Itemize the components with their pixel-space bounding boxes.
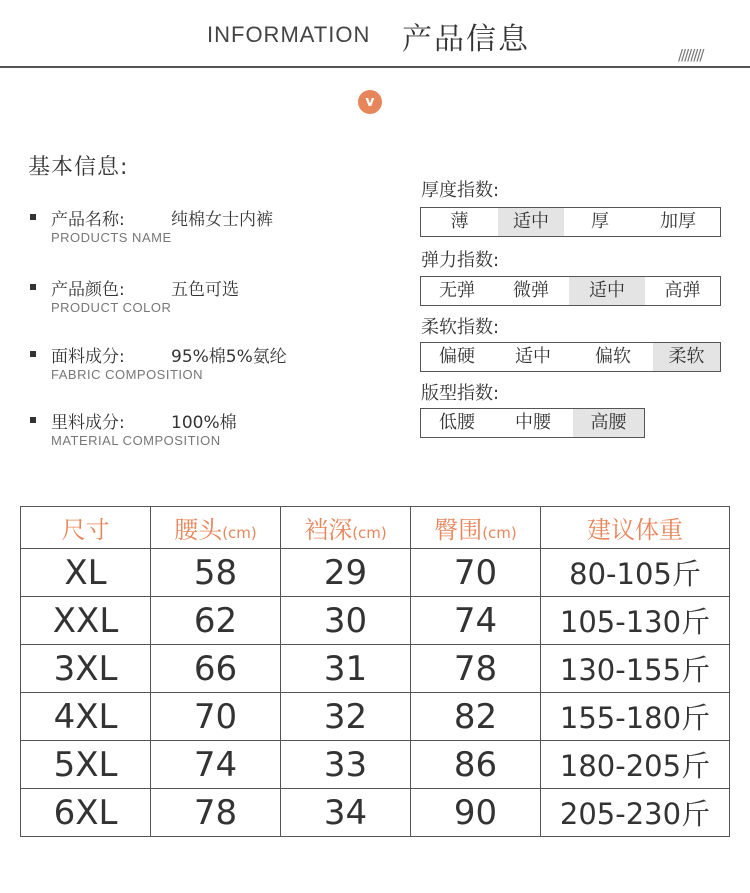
info-value: 100%棉 (171, 413, 237, 433)
index-option: 偏硬 (439, 346, 475, 367)
header-label: 建议体重 (587, 516, 683, 544)
elasticity-index-title: 弹力指数: (421, 250, 500, 271)
bullet-icon (30, 214, 36, 220)
index-option-selected: 适中 (569, 277, 645, 305)
info-label: 面料成分: (51, 347, 125, 367)
index-option: 无弹 (439, 280, 475, 301)
cell-rise: 31 (281, 645, 411, 693)
info-label-en: MATERIAL COMPOSITION (51, 433, 221, 448)
softness-index-title: 柔软指数: (421, 317, 500, 338)
header-label: 尺寸 (61, 516, 110, 544)
index-option-selected: 柔软 (653, 343, 720, 371)
cell-waist: 70 (151, 693, 281, 741)
header-title-en: INFORMATION (207, 22, 371, 47)
basic-info-title: 基本信息: (28, 155, 129, 180)
header-unit: (cm) (222, 524, 257, 542)
index-option: 加厚 (660, 211, 696, 232)
info-label-en: PRODUCT COLOR (51, 300, 172, 315)
cell-weight: 155-180斤 (541, 693, 730, 741)
index-option: 中腰 (515, 412, 551, 433)
cell-waist: 66 (151, 645, 281, 693)
cell-rise: 33 (281, 741, 411, 789)
cell-waist: 78 (151, 789, 281, 837)
cell-waist: 62 (151, 597, 281, 645)
header-unit: (cm) (352, 524, 387, 542)
info-value: 五色可选 (171, 280, 239, 300)
cell-hip: 74 (411, 597, 541, 645)
index-option: 微弹 (513, 280, 549, 301)
header-label: 臀围 (434, 516, 483, 544)
chevron-down-icon: v (358, 90, 382, 114)
header-hip (411, 507, 541, 549)
cell-weight: 205-230斤 (541, 789, 730, 837)
cell-weight: 105-130斤 (541, 597, 730, 645)
info-value: 95%棉5%氨纶 (171, 347, 287, 367)
cell-hip: 90 (411, 789, 541, 837)
table-header-row (21, 507, 730, 549)
cell-waist: 74 (151, 741, 281, 789)
header-rise (281, 507, 411, 549)
header-size (21, 507, 151, 549)
thickness-index-scale (420, 207, 721, 237)
cell-hip: 70 (411, 549, 541, 597)
softness-index-scale (420, 342, 721, 372)
cell-size: XXL (21, 597, 151, 645)
index-option-selected: 适中 (498, 208, 564, 236)
table-row (21, 741, 730, 789)
table-row (21, 549, 730, 597)
fit-index-scale (420, 408, 645, 438)
size-table (20, 506, 730, 837)
cell-rise: 30 (281, 597, 411, 645)
header-unit: (cm) (482, 524, 517, 542)
info-label-en: PRODUCTS NAME (51, 230, 172, 245)
header-waist (151, 507, 281, 549)
cell-size: 6XL (21, 789, 151, 837)
index-option: 偏软 (595, 346, 631, 367)
cell-size: 4XL (21, 693, 151, 741)
cell-size: XL (21, 549, 151, 597)
cell-weight: 80-105斤 (541, 549, 730, 597)
elasticity-index-scale (420, 276, 721, 306)
cell-rise: 32 (281, 693, 411, 741)
table-row (21, 789, 730, 837)
header-title-cn: 产品信息 (402, 22, 530, 57)
cell-hip: 78 (411, 645, 541, 693)
cell-weight: 130-155斤 (541, 645, 730, 693)
info-label: 产品名称: (51, 210, 125, 230)
header-weight (541, 507, 730, 549)
index-option: 厚 (591, 211, 609, 232)
bullet-icon (30, 284, 36, 290)
cell-weight: 180-205斤 (541, 741, 730, 789)
decorative-hatch: //////// (678, 46, 703, 64)
index-option-selected: 高腰 (573, 409, 644, 437)
header-label: 裆深 (304, 516, 353, 544)
thickness-index-title: 厚度指数: (421, 180, 500, 201)
table-row (21, 693, 730, 741)
fit-index-title: 版型指数: (421, 383, 500, 404)
header-divider (0, 66, 750, 68)
table-row (21, 597, 730, 645)
info-label: 产品颜色: (51, 280, 125, 300)
bullet-icon (30, 417, 36, 423)
bullet-icon (30, 351, 36, 357)
index-option: 高弹 (664, 280, 701, 301)
index-option: 薄 (450, 211, 469, 232)
cell-size: 3XL (21, 645, 151, 693)
header-label: 腰头 (174, 516, 223, 544)
cell-size: 5XL (21, 741, 151, 789)
info-label-en: FABRIC COMPOSITION (51, 367, 204, 382)
info-label: 里料成分: (51, 413, 125, 433)
info-value: 纯棉女士内裤 (171, 210, 273, 230)
index-option: 低腰 (439, 412, 475, 433)
index-option: 适中 (515, 346, 551, 367)
cell-rise: 34 (281, 789, 411, 837)
cell-rise: 29 (281, 549, 411, 597)
cell-hip: 86 (411, 741, 541, 789)
table-row (21, 645, 730, 693)
cell-hip: 82 (411, 693, 541, 741)
cell-waist: 58 (151, 549, 281, 597)
